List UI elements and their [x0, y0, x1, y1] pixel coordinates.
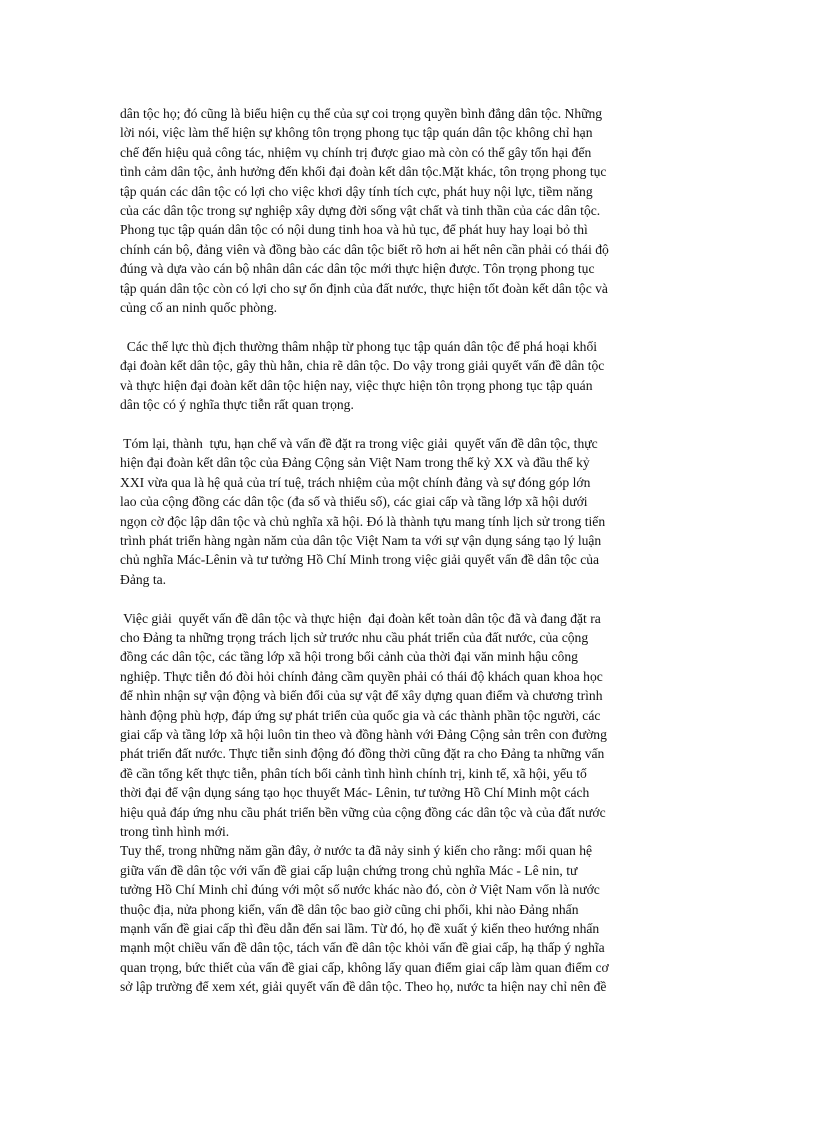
text-line: Các thế lực thù địch thường thâm nhập từ phong tục tập quán dân tộc để phá hoại khối	[120, 338, 598, 354]
text-line: thuộc địa, nửa phong kiến, vấn đề dân tộc bao giờ cũng chi phối, khi nào Đảng nhấn	[120, 901, 579, 917]
text-line: hiệu quả đáp ứng nhu cầu phát triển bền vững của cộng đồng các dân tộc và của đất nước	[120, 804, 606, 820]
text-line: của các dân tộc trong sự nghiệp xây dựng đời sống vật chất và tinh thần của các dân tộc.	[120, 203, 601, 219]
text-line: mạnh một chiều vấn đề dân tộc, tách vấn đề dân tộc khỏi vấn đề giai cấp, hạ thấp ý nghĩa	[120, 940, 605, 956]
text-line: tình cảm dân tộc, ảnh hưởng đến khối đại đoàn kết dân tộc.Mặt khác, tôn trọng phong tục	[120, 164, 607, 180]
text-line: củng cố an ninh quốc phòng.	[120, 300, 278, 316]
text-line: lao của cộng đồng các dân tộc (đa số và thiểu số), các giai cấp và tầng lớp xã hội dưới	[120, 494, 588, 510]
paragraph-1	[120, 104, 698, 317]
text-line: giai cấp và tầng lớp xã hội luôn tin theo và đồng hành với Đảng Cộng sản trên con đường	[120, 726, 607, 742]
text-line: tập quán các dân tộc có lợi cho việc khơi dậy tính tích cực, phát huy nội lực, tiềm năng	[120, 183, 593, 199]
paragraph-5	[120, 841, 698, 996]
paragraph-3	[120, 434, 698, 589]
text-line: Tuy thế, trong những năm gần đây, ở nước ta đã nảy sinh ý kiến cho rằng: mối quan hệ	[120, 843, 593, 859]
text-line: chính cán bộ, đảng viên và đồng bào các dân tộc biết rõ hơn ai hết nên cần phải có thái độ	[120, 241, 609, 257]
text-line: mạnh vấn đề giai cấp thì đều dẫn đến sai lầm. Từ đó, họ đề xuất ý kiến theo hướng nhấn	[120, 921, 600, 937]
text-line: giữa vấn đề dân tộc với vấn đề giai cấp luận chứng trong chủ nghĩa Mác - Lê nin, tư	[120, 862, 578, 878]
text-line: tập quán dân tộc còn có lợi cho sự ổn định của đất nước, thực hiện tốt đoàn kết dân tộc và	[120, 280, 608, 296]
text-line: phát triển đất nước. Thực tiễn sinh động đó đồng thời cũng đặt ra cho Đảng ta những vấn	[120, 746, 605, 762]
text-line: nghiệp. Thực tiễn đó đòi hỏi chính đảng cầm quyền phải có thái độ khách quan khoa học	[120, 668, 603, 684]
text-line: cho Đảng ta những trọng trách lịch sử trước nhu cầu phát triển của đất nước, của cộng	[120, 629, 589, 645]
text-line: Tóm lại, thành tựu, hạn chế và vấn đề đặt ra trong việc giải quyết vấn đề dân tộc, thực	[120, 435, 598, 451]
text-line: trình phát triển hàng ngàn năm của dân tộc Việt Nam ta với sự vận dụng sáng tạo lý luận	[120, 532, 602, 548]
paragraph-2	[120, 337, 698, 415]
body-text	[120, 104, 698, 997]
text-line: Đảng ta.	[120, 571, 167, 587]
text-line: tưởng Hồ Chí Minh chỉ đúng với một số nước khác nào đó, còn ở Việt Nam vốn là nước	[120, 882, 600, 898]
paragraph-spacer	[120, 317, 698, 336]
text-line: dân tộc họ; đó cũng là biểu hiện cụ thể của sự coi trọng quyền bình đẳng dân tộc. Những	[120, 106, 603, 121]
text-line: Phong tục tập quán dân tộc có nội dung tinh hoa và hủ tục, để phát huy hay loại bỏ thì	[120, 222, 588, 238]
text-line: XXI vừa qua là hệ quả của trí tuệ, trách nhiệm của một chính đảng và sự đóng góp lớn	[120, 474, 591, 490]
text-line: hiện đại đoàn kết dân tộc của Đảng Cộng sản Việt Nam trong thế kỷ XX và đầu thế kỷ	[120, 455, 590, 471]
text-line: hành động phù hợp, đáp ứng sự phát triển của quốc gia và các thành phần tộc người, các	[120, 707, 601, 723]
text-line: đề cần tổng kết thực tiễn, phân tích bối cảnh tình hình chính trị, kinh tế, xã hội, yếu tố	[120, 765, 587, 781]
text-line: thời đại để vận dụng sáng tạo học thuyết Mác- Lênin, tư tưởng Hồ Chí Minh một cách	[120, 785, 590, 801]
text-line: để nhìn nhận sự vận động và biến đổi của sự vật để xây dựng quan điểm và chương trình	[120, 688, 603, 704]
text-line: lời nói, việc làm thể hiện sự không tôn trọng phong tục tập quán dân tộc không chỉ hạn	[120, 125, 593, 141]
text-line: Việc giải quyết vấn đề dân tộc và thực hiện đại đoàn kết toàn dân tộc đã và đang đặt ra	[120, 610, 601, 626]
text-line: và thực hiện đại đoàn kết dân tộc hiện nay, việc thực hiện tôn trọng phong tục tập quán	[120, 377, 593, 393]
text-line: đồng các dân tộc, các tầng lớp xã hội trong bối cảnh của thời đại văn minh hậu công	[120, 649, 578, 665]
paragraph-4	[120, 609, 698, 842]
text-line: chủ nghĩa Mác-Lênin và tư tưởng Hồ Chí Minh trong việc giải quyết vấn đề dân tộc của	[120, 552, 600, 568]
paragraph-spacer	[120, 414, 698, 433]
text-line: chế đến hiệu quả công tác, nhiệm vụ chính trị được giao mà còn có thể gây tổn hại đến	[120, 144, 592, 160]
text-line: đại đoàn kết dân tộc, gây thù hằn, chia rẽ dân tộc. Do vậy trong giải quyết vấn đề dân tộc	[120, 358, 605, 374]
text-line: quan trọng, bức thiết của vấn đề giai cấp, không lấy quan điểm giai cấp làm quan điểm cơ	[120, 959, 609, 975]
text-line: ngọn cờ độc lập dân tộc và chủ nghĩa xã hội. Đó là thành tựu mang tính lịch sử trong tiến	[120, 513, 606, 529]
text-line: trong tình hình mới.	[120, 823, 230, 839]
text-line: dân tộc có ý nghĩa thực tiễn rất quan trọng.	[120, 397, 354, 413]
paragraph-spacer	[120, 589, 698, 608]
text-line: sở lập trường để xem xét, giải quyết vấn đề dân tộc. Theo họ, nước ta hiện nay chỉ nên đề	[120, 979, 607, 995]
text-line: đúng và dựa vào cán bộ nhân dân các dân tộc mới thực hiện được. Tôn trọng phong tục	[120, 261, 595, 277]
